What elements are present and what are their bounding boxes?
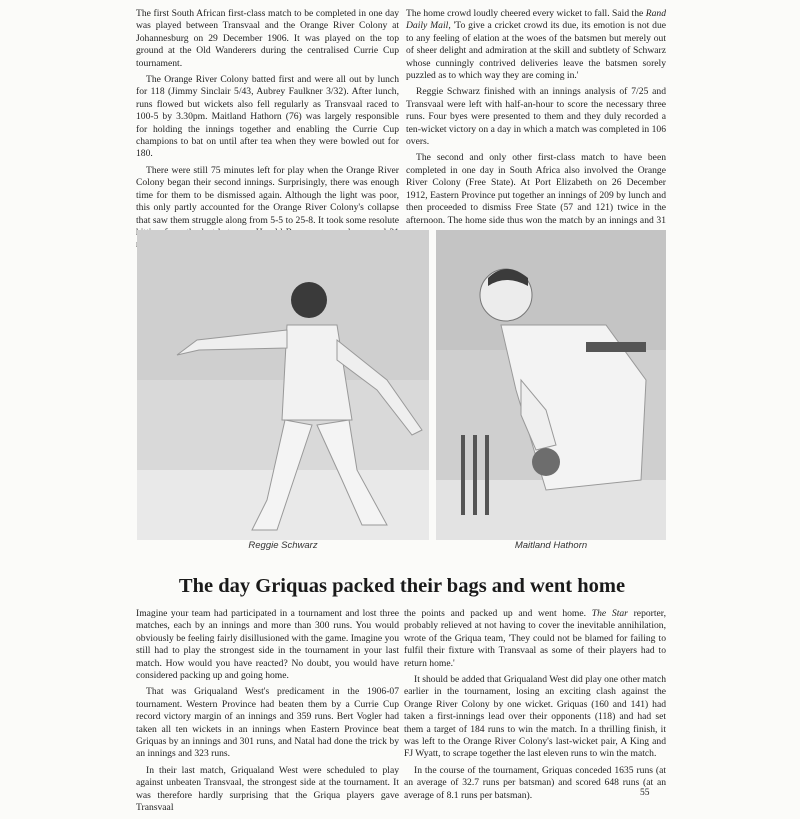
photo-illustration	[436, 230, 666, 540]
photo-illustration	[137, 230, 429, 540]
photo-maitland-hathorn	[436, 230, 666, 540]
paragraph: The home crowd loudly cheered every wicket to fall. Said the Rand Daily Mail, 'To give a cricket crowd its due, its emotion is not due to any feeling of elation at the woes of the batsmen but merely out of sheer delight and admiration at the skill and subtlety of Schwarz whose cunningly contrived deliveries leave the batsmen sorely puzzled as to which way they are coming in.'	[406, 8, 666, 82]
top-right-column	[406, 8, 666, 243]
source-title: The Star	[591, 608, 628, 619]
page-number: 55	[640, 788, 650, 798]
bottom-left-column	[136, 608, 399, 819]
paragraph: That was Griqualand West's predicament in the 1906-07 tournament. Western Province had beaten them by a Currie Cup record victory margin of an innings and 359 runs. Bert Vogler had taken all ten wickets in an innings when Eastern Province beat Griquas by an innings and 301 runs, and Natal had done the trick by an innings and 323 runs.	[136, 686, 399, 760]
paragraph: In their last match, Griqualand West were scheduled to play against unbeaten Transvaal, the strongest side at the tournament. It was therefore hardly surprising that the Griqua players gave Transvaal	[136, 764, 399, 814]
photo-caption: Maitland Hathorn	[514, 540, 588, 551]
source-title: Rand Daily Mail	[406, 8, 666, 32]
photo-reggie-schwarz	[137, 230, 429, 540]
paragraph: There were still 75 minutes left for play when the Orange River Colony began their second innings. Surprisingly, there was enough time for them to be dismissed again. Although the light was poor, this only partly accounted for the Orange River Colony's collapse that saw them struggle along from 5-5 to 25-8. It took some resolute	[136, 164, 399, 226]
top-left-column	[136, 8, 399, 256]
paragraph: It should be added that Griqualand West did play one other match earlier in the tournament, losing an exciting clash against the Orange River Colony by one wicket. Griquas (160 and 141) had taken a first-innings lead over their opponents (118) and had set them a target of 184 runs to win the match. In a thrilling finish, it was left to the Orange River Colony's last-wicket pair, A King and FJ Wyatt, to scrape together the last eleven runs to win the match.	[404, 674, 666, 760]
paragraph: In the course of the tournament, Griquas conceded 1635 runs (at an average of 32.7 runs per batsman) and scored 648 runs (at an average of 8.1 runs per batsman).	[404, 764, 666, 801]
photo-caption: Reggie Schwarz	[248, 540, 318, 551]
paragraph: The Orange River Colony batted first and were all out by lunch for 118 (Jimmy Sinclair 5/43, Aubrey Faulkner 3/32). After lunch, runs flowed but wickets also fell regularly as Transvaal raced to 100-5 by 3.30pm. Maitland Hathorn (76) was largely responsible for holding the innings together and enabling the Currie Cup champions to bat on until after tea when they were bowled out for 180.	[136, 74, 399, 160]
paragraph: the points and packed up and went home. The Star reporter, probably relieved at not having to cover the inevitable annihilation, wrote of the Griqua team, 'They could not be blamed for failing to fulfil their fixture with Transvaal as some of their players had to return home.'	[404, 608, 666, 669]
paragraph: Reggie Schwarz finished with an innings analysis of 7/25 and Transvaal were left with half-an-hour to score the necessary three runs. Four byes were presented to them and they duly recorded a ten-wicket victory on a day in which a match was completed in 106 overs.	[406, 86, 666, 148]
paragraph: The second and only other first-class match to have been completed in one day in South Africa also involved the Orange River Colony (Free State). At Port Elizabeth on 26 December 1912, Eastern Province put together an innings of 209 by lunch and then proceeded to dismiss Free State (57 and 121) twice in the afternoon. The home side thus won the match by an innings and 31	[406, 152, 666, 226]
paragraph: Imagine your team had participated in a tournament and lost three matches, each by an innings and more than 300 runs. You would obviously be feeling fairly disillusioned with the game. Imagine you still had to play the strongest side in the tournament in your last match. How would you have reacted? No doubt, you would have considered packing up and going home.	[136, 608, 399, 682]
bottom-right-column	[404, 608, 666, 806]
paragraph: The first South African first-class match to be completed in one day was played between Transvaal and the Orange River Colony at Johannesburg on 29 December 1906. It was played on the top ground at the Old Wanderers during the centralised Currie Cup tournament.	[136, 8, 399, 69]
article-headline: The day Griquas packed their bags and went home	[178, 575, 626, 597]
